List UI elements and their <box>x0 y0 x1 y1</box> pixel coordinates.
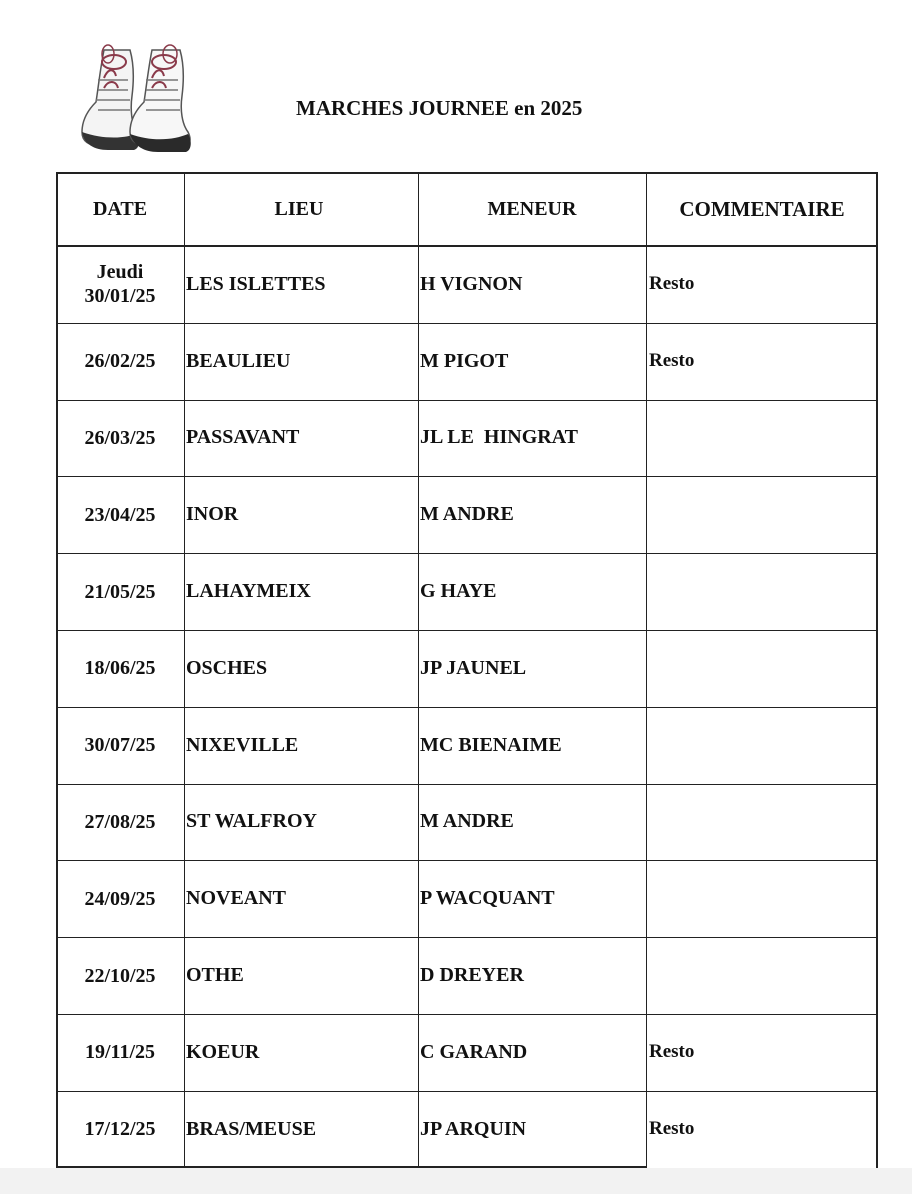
table-rule <box>56 400 878 401</box>
table-rule <box>56 784 878 785</box>
cell-date: 26/03/25 <box>84 426 156 449</box>
cell-lieu: BRAS/MEUSE <box>186 1117 317 1140</box>
cell-commentaire: Resto <box>649 273 695 295</box>
cell-date: 26/02/25 <box>84 350 156 373</box>
cell-commentaire <box>646 400 878 477</box>
table-rule <box>56 172 878 174</box>
table-rule <box>56 630 878 631</box>
cell-date: 21/05/25 <box>84 580 156 603</box>
table-row <box>56 937 878 1014</box>
table-rule <box>56 245 878 247</box>
cell-date: 23/04/25 <box>84 503 156 526</box>
cell-date: 17/12/25 <box>84 1118 156 1141</box>
cell-lieu: LES ISLETTES <box>186 272 326 295</box>
cell-commentaire <box>646 937 878 1014</box>
cell-lieu: NOVEANT <box>186 887 287 910</box>
cell-lieu: INOR <box>186 503 239 526</box>
cell-date: 22/10/25 <box>84 964 156 987</box>
header-meneur: MENEUR <box>487 197 577 220</box>
cell-date: 30/07/25 <box>84 734 156 757</box>
table-row <box>56 784 878 861</box>
table-rule <box>646 172 647 1168</box>
header-date: DATE <box>92 198 148 220</box>
table-rule <box>418 172 419 1168</box>
table-row <box>56 1014 878 1091</box>
cell-date: 18/06/25 <box>84 657 156 680</box>
cell-commentaire <box>646 553 878 630</box>
cell-commentaire: Resto <box>649 1041 695 1063</box>
cell-lieu: LAHAYMEIX <box>186 580 311 603</box>
cell-commentaire <box>646 860 878 937</box>
table-row <box>56 553 878 630</box>
schedule-table <box>56 172 878 1168</box>
table-rule <box>56 860 878 861</box>
cell-meneur: H VIGNON <box>420 272 523 295</box>
table-row <box>56 246 878 323</box>
cell-lieu: NIXEVILLE <box>186 733 299 756</box>
table-row <box>56 860 878 937</box>
table-rule <box>56 1014 878 1015</box>
cell-meneur: JP ARQUIN <box>420 1117 527 1140</box>
table-row <box>56 400 878 477</box>
cell-meneur: JL LE HINGRAT <box>420 426 578 449</box>
cell-commentaire <box>646 476 878 553</box>
cell-meneur: M ANDRE <box>420 810 514 833</box>
cell-meneur: MC BIENAIME <box>420 733 562 756</box>
cell-lieu: OTHE <box>186 964 244 987</box>
hiking-boots-icon <box>74 40 198 156</box>
cell-lieu: PASSAVANT <box>186 426 300 449</box>
cell-day: Jeudi <box>96 261 144 284</box>
cell-commentaire <box>646 630 878 707</box>
table-rule <box>184 172 185 1168</box>
table-rule <box>56 937 878 938</box>
cell-lieu: KOEUR <box>186 1040 260 1063</box>
cell-commentaire: Resto <box>649 1118 695 1140</box>
table-row <box>56 323 878 400</box>
cell-date-value: 30/01/25 <box>84 285 156 308</box>
table-row <box>56 707 878 784</box>
table-rule <box>56 553 878 554</box>
cell-meneur: G HAYE <box>420 580 497 603</box>
cell-commentaire <box>646 707 878 784</box>
page-title: MARCHES JOURNEE en 2025 <box>296 96 583 120</box>
cell-commentaire <box>646 784 878 861</box>
table-rule <box>56 476 878 477</box>
table-row <box>56 476 878 553</box>
table-rule <box>56 707 878 708</box>
cell-date: 19/11/25 <box>84 1041 155 1064</box>
cell-date: 24/09/25 <box>84 887 156 910</box>
table-row <box>56 630 878 707</box>
cell-meneur: M ANDRE <box>420 503 514 526</box>
table-row <box>56 1091 878 1168</box>
header-lieu: LIEU <box>274 197 324 220</box>
cell-meneur: JP JAUNEL <box>420 656 527 679</box>
cell-meneur: C GARAND <box>420 1040 528 1063</box>
table-rule <box>876 172 878 1168</box>
table-rule <box>56 172 58 1168</box>
table-rule <box>56 1166 646 1168</box>
cell-meneur: D DREYER <box>420 964 524 987</box>
page-bottom-band <box>0 1168 912 1194</box>
table-rule <box>56 1091 878 1092</box>
cell-date <box>56 246 184 323</box>
cell-lieu: BEAULIEU <box>186 349 291 372</box>
cell-commentaire: Resto <box>649 350 695 372</box>
cell-meneur: P WACQUANT <box>420 887 555 910</box>
table-header-row <box>56 172 878 246</box>
table-rule <box>56 323 878 324</box>
cell-meneur: M PIGOT <box>420 349 509 372</box>
cell-lieu: OSCHES <box>186 656 268 679</box>
header-commentaire: COMMENTAIRE <box>679 196 845 221</box>
cell-date: 27/08/25 <box>84 810 156 833</box>
cell-lieu: ST WALFROY <box>186 810 317 833</box>
